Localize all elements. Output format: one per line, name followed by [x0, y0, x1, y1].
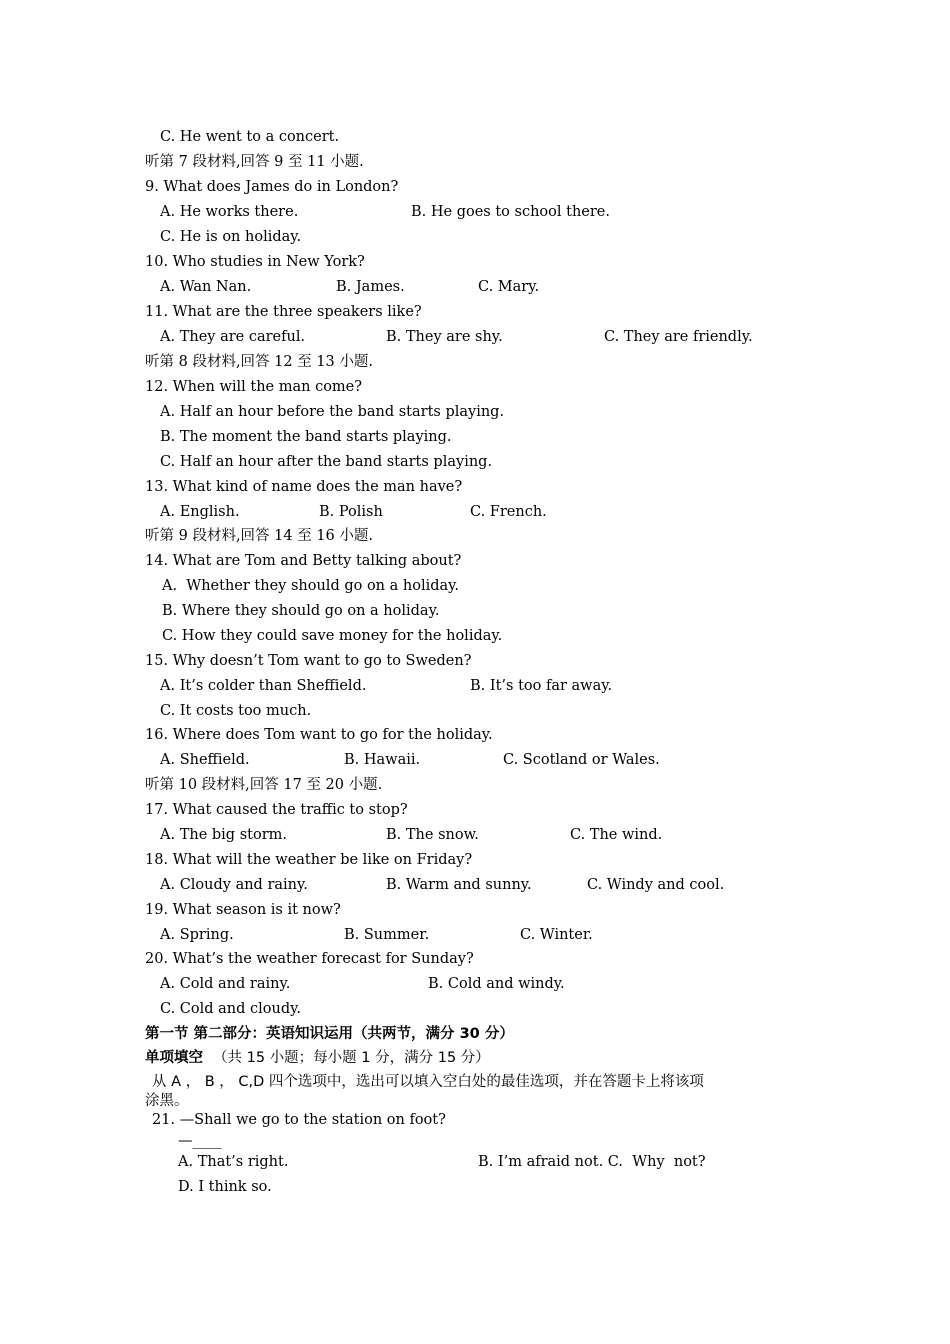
option-12b: B. The moment the band starts playing. [160, 429, 452, 445]
option-18b: B. Warm and sunny. [386, 877, 532, 893]
option-8c: C. He went to a concert. [160, 129, 340, 145]
option-16a: A. Sheffield. [160, 752, 250, 768]
question-9: 9. What does James do in London? [145, 179, 399, 195]
section-heading-10: 听第 10 段材料,回答 17 至 20 小题. [145, 777, 383, 793]
option-9a: A. He works there. [160, 204, 299, 220]
answer-blank-21: —____ [178, 1133, 222, 1149]
question-19: 19. What season is it now? [145, 902, 341, 918]
option-16b: B. Hawaii. [344, 752, 421, 768]
option-11c: C. They are friendly. [604, 329, 753, 345]
option-17a: A. The big storm. [160, 827, 287, 843]
option-11b: B. They are shy. [386, 329, 503, 345]
option-10c: C. Mary. [478, 279, 540, 295]
question-21: 21. —Shall we go to the station on foot? [152, 1112, 446, 1128]
section-scoring-note: （共 15 小题；每小题 1 分，满分 15 分） [213, 1050, 490, 1066]
question-12: 12. When will the man come? [145, 379, 363, 395]
option-14c: C. How they could save money for the holiday. [162, 628, 503, 644]
option-21a: A. That’s right. [178, 1154, 289, 1170]
instructions-line-1: 从 A ， B ， C,D 四个选项中，选出可以填入空白处的最佳选项，并在答题卡上将该项 [152, 1074, 704, 1090]
option-19a: A. Spring. [160, 927, 234, 943]
part-two-heading: 第一节 第二部分：英语知识运用（共两节，满分 30 分） [145, 1026, 514, 1042]
option-16c: C. Scotland or Wales. [503, 752, 660, 768]
option-10a: A. Wan Nan. [160, 279, 252, 295]
option-18a: A. Cloudy and rainy. [160, 877, 308, 893]
option-15b: B. It’s too far away. [470, 678, 613, 694]
question-10: 10. Who studies in New York? [145, 254, 365, 270]
option-9b: B. He goes to school there. [411, 204, 610, 220]
section-heading-9: 听第 9 段材料,回答 14 至 16 小题. [145, 528, 373, 544]
option-14a: A. Whether they should go on a holiday. [162, 578, 460, 594]
option-13b: B. Polish [319, 504, 383, 520]
question-16: 16. Where does Tom want to go for the holiday. [145, 727, 493, 743]
section-heading-7: 听第 7 段材料,回答 9 至 11 小题. [145, 154, 364, 170]
option-19b: B. Summer. [344, 927, 430, 943]
question-17: 17. What caused the traffic to stop? [145, 802, 408, 818]
option-12c: C. Half an hour after the band starts playing. [160, 454, 493, 470]
section-heading-8: 听第 8 段材料,回答 12 至 13 小题. [145, 354, 373, 370]
option-21d: D. I think so. [178, 1179, 272, 1195]
option-20b: B. Cold and windy. [428, 976, 565, 992]
option-12a: A. Half an hour before the band starts playing. [160, 404, 505, 420]
option-10b: B. James. [336, 279, 405, 295]
section-title-single-choice: 单项填空 [145, 1050, 203, 1066]
question-13: 13. What kind of name does the man have? [145, 479, 463, 495]
option-9c: C. He is on holiday. [160, 229, 302, 245]
question-11: 11. What are the three speakers like? [145, 304, 422, 320]
option-15c: C. It costs too much. [160, 703, 312, 719]
option-13a: A. English. [160, 504, 240, 520]
option-20a: A. Cold and rainy. [160, 976, 291, 992]
option-21b-c: B. I’m afraid not. C. Why not? [478, 1154, 706, 1170]
instructions-line-2: 涂黑。 [145, 1093, 189, 1109]
option-20c: C. Cold and cloudy. [160, 1001, 302, 1017]
option-17b: B. The snow. [386, 827, 479, 843]
question-18: 18. What will the weather be like on Friday? [145, 852, 473, 868]
option-11a: A. They are careful. [160, 329, 306, 345]
option-15a: A. It’s colder than Sheffield. [160, 678, 367, 694]
option-18c: C. Windy and cool. [587, 877, 725, 893]
option-14b: B. Where they should go on a holiday. [162, 603, 440, 619]
option-13c: C. French. [470, 504, 547, 520]
option-17c: C. The wind. [570, 827, 663, 843]
question-15: 15. Why doesn’t Tom want to go to Sweden? [145, 653, 472, 669]
question-20: 20. What’s the weather forecast for Sunday? [145, 951, 474, 967]
option-19c: C. Winter. [520, 927, 593, 943]
question-14: 14. What are Tom and Betty talking about? [145, 553, 462, 569]
